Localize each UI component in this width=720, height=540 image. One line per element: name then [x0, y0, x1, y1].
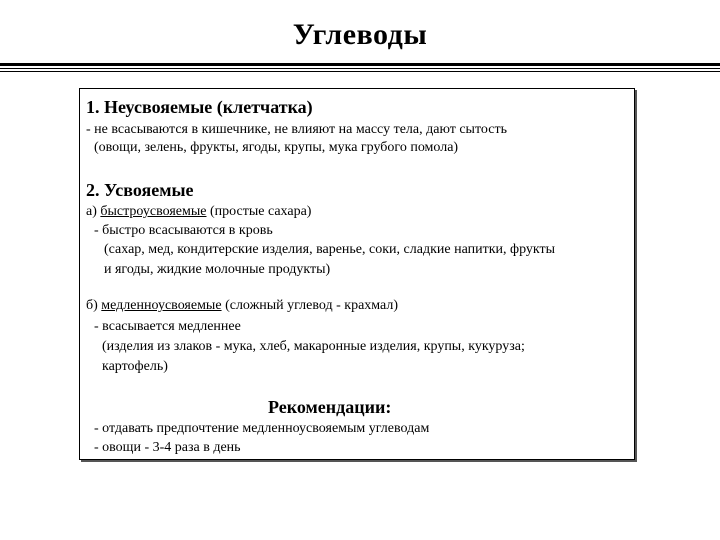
section2b-line3: (изделия из злаков - мука, хлеб, макаронные изделия, крупы, кукуруза; — [102, 339, 525, 354]
section2a-line2: - быстро всасываются в кровь — [94, 223, 273, 238]
section2a-suffix: (простые сахара) — [206, 204, 312, 219]
section2b-line1 — [86, 298, 398, 314]
title-underline-thin-1 — [0, 68, 720, 69]
section2-heading: 2. Усвояемые — [86, 180, 194, 200]
section1-line1: - не всасываются в кишечнике, не влияют на массу тела, дают сытость — [86, 122, 507, 137]
section2b-line2: - всасывается медленнее — [94, 319, 241, 334]
section2a-term: быстроусвояемые — [100, 204, 207, 219]
section2a-line1 — [86, 204, 311, 220]
recommendation-item-2: - овощи - 3-4 раза в день — [94, 440, 241, 455]
section2a-prefix: а) — [86, 204, 101, 219]
section2b-suffix: (сложный углевод - крахмал) — [221, 298, 399, 313]
section1-heading: 1. Неусвояемые (клетчатка) — [86, 97, 313, 117]
section2a-line3: (сахар, мед, кондитерские изделия, варенье, соки, сладкие напитки, фрукты — [104, 242, 556, 257]
section2b-term: медленноусвояемые — [101, 298, 222, 313]
section1-line2: (овощи, зелень, фрукты, ягоды, крупы, мука грубого помола) — [94, 140, 459, 155]
title-underline-thin-2 — [0, 71, 720, 72]
recommendations-heading: Рекомендации: — [268, 397, 392, 417]
title-underline-thick — [0, 63, 720, 66]
recommendation-item-1: - отдавать предпочтение медленноусвояемым углеводам — [94, 421, 430, 436]
section2b-prefix: б) — [86, 298, 102, 313]
section2a-line4: и ягоды, жидкие молочные продукты) — [104, 262, 331, 277]
section2b-line4: картофель) — [102, 359, 168, 374]
slide-title: Углеводы — [292, 18, 428, 51]
